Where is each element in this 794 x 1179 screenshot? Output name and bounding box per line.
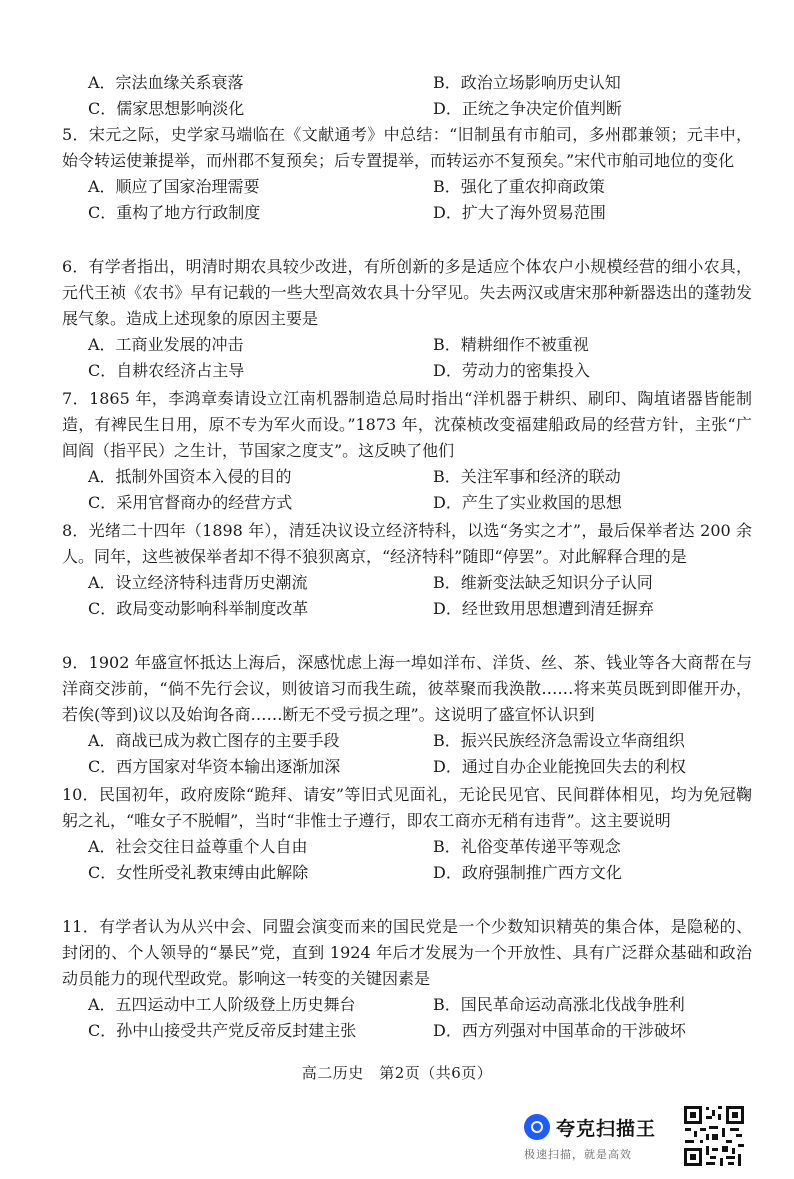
option-a[interactable]: A．顺应了国家治理需要 (88, 177, 260, 196)
option-d[interactable]: D．政府强制推广西方文化 (433, 863, 622, 882)
question-11 (62, 914, 752, 1044)
option-c[interactable]: C．政局变动影响科举制度改革 (88, 599, 309, 618)
q4-option-c[interactable]: C．儒家思想影响淡化 (88, 99, 245, 118)
option-a[interactable]: A．商战已成为救亡图存的主要手段 (88, 731, 340, 750)
question-stem: 10．民国初年，政府废除“跪拜、请安”等旧式见面礼，无论民见官、民间群体相见，均为免冠鞠躬之礼，“唯女子不脱帽”，当时“非惟士子遵行，即农工商亦无稍有违背”。这主要说明 (62, 785, 752, 830)
question-9 (62, 650, 752, 780)
scanner-watermark (522, 1108, 672, 1168)
option-c[interactable]: C．采用官督商办的经营方式 (88, 493, 293, 512)
question-7 (62, 386, 752, 516)
question-10 (62, 782, 752, 886)
option-b[interactable]: B．关注军事和经济的联动 (433, 467, 621, 486)
option-c[interactable]: C．女性所受礼教束缚由此解除 (88, 863, 309, 882)
option-a[interactable]: A．抵制外国资本入侵的目的 (88, 467, 292, 486)
option-c[interactable]: C．自耕农经济占主导 (88, 361, 245, 380)
option-b[interactable]: B．精耕细作不被重视 (433, 335, 589, 354)
option-row (88, 96, 738, 122)
question-stem: 8．光绪二十四年（1898 年），清廷决议设立经济特科，以选“务实之才”，最后保举者达 200 余人。同年，这些被保举者却不得不狼狈离京，“经济特科”随即“停罢”。对此解释合理的是 (62, 521, 752, 566)
option-b[interactable]: B．强化了重农抑商政策 (433, 177, 605, 196)
q4-option-a[interactable]: A．宗法血缘关系衰落 (88, 73, 244, 92)
option-b[interactable]: B．维新变法缺乏知识分子认同 (433, 573, 653, 592)
option-a[interactable]: A．设立经济特科违背历史潮流 (88, 573, 308, 592)
option-b[interactable]: B．礼俗变革传递平等观念 (433, 837, 621, 856)
page-footer: 高二历史 第2页（共6页） (301, 1064, 493, 1082)
quark-logo-icon (524, 1114, 550, 1140)
option-a[interactable]: A．社会交往日益尊重个人自由 (88, 837, 308, 856)
option-d[interactable]: D．劳动力的密集投入 (433, 361, 590, 380)
qr-code-icon (682, 1104, 746, 1168)
q4-option-d[interactable]: D．正统之争决定价值判断 (433, 99, 622, 118)
question-stem: 9．1902 年盛宣怀抵达上海后，深感忧虑上海一埠如洋布、洋货、丝、茶、钱业等各大商帮在与洋商交涉前，“倘不先行会议，则彼谙习而我生疏，彼萃聚而我涣散……将来英员既到即催开办，若俟(等到)议以及始询各商……断无不受亏损之理”。这说明了盛宣怀认识到 (62, 653, 752, 724)
option-d[interactable]: D．扩大了海外贸易范围 (433, 203, 606, 222)
option-c[interactable]: C．西方国家对华资本输出逐渐加深 (88, 757, 341, 776)
option-a[interactable]: A．五四运动中工人阶级登上历史舞台 (88, 995, 356, 1014)
question-6 (62, 254, 752, 384)
option-d[interactable]: D．产生了实业救国的思想 (433, 493, 622, 512)
question-8 (62, 518, 752, 622)
option-d[interactable]: D．西方列强对中国革命的干涉破坏 (433, 1021, 686, 1040)
question-5 (62, 122, 752, 226)
option-a[interactable]: A．工商业发展的冲击 (88, 335, 244, 354)
option-row (88, 70, 738, 96)
brand-slogan: 极速扫描，就是高效 (524, 1148, 632, 1161)
brand-name: 夸克扫描王 (556, 1118, 657, 1140)
option-d[interactable]: D．通过自办企业能挽回失去的利权 (433, 757, 686, 776)
q4-option-b[interactable]: B．政治立场影响历史认知 (433, 73, 621, 92)
option-b[interactable]: B．振兴民族经济急需设立华商组织 (433, 731, 685, 750)
q4-options (88, 70, 738, 122)
question-stem: 11．有学者认为从兴中会、同盟会演变而来的国民党是一个少数知识精英的集合体，是隐秘的、封闭的、个人领导的“暴民”党，直到 1924 年后才发展为一个开放性、具有广泛群众基础和政治动员能力的现代型政党。影响这一转变的关键因素是 (62, 917, 752, 988)
option-c[interactable]: C．孙中山接受共产党反帝反封建主张 (88, 1021, 357, 1040)
question-stem: 5．宋元之际，史学家马端临在《文献通考》中总结：“旧制虽有市舶司，多州郡兼领；元丰中，始令转运使兼提举，而州郡不复预矣；后专置提举，而转运亦不复预矣。”宋代市舶司地位的变化 (62, 125, 752, 170)
question-stem: 6．有学者指出，明清时期农具较少改进，有所创新的多是适应个体农户小规模经营的细小农具，元代王祯《农书》早有记载的一些大型高效农具十分罕见。失去两汉或唐宋那种新器迭出的蓬勃发展气象。造成上述现象的原因主要是 (62, 257, 752, 328)
option-c[interactable]: C．重构了地方行政制度 (88, 203, 261, 222)
option-b[interactable]: B．国民革命运动高涨北伐战争胜利 (433, 995, 685, 1014)
question-stem: 7．1865 年，李鸿章奏请设立江南机器制造总局时指出“洋机器于耕织、刷印、陶埴诸器皆能制造，有裨民生日用，原不专为军火而设。”1873 年，沈葆桢改变福建船政局的经营方针，主张“广闾阎（指平民）之生计，节国家之度支”。这反映了他们 (62, 389, 752, 460)
option-d[interactable]: D．经世致用思想遭到清廷摒弃 (433, 599, 654, 618)
